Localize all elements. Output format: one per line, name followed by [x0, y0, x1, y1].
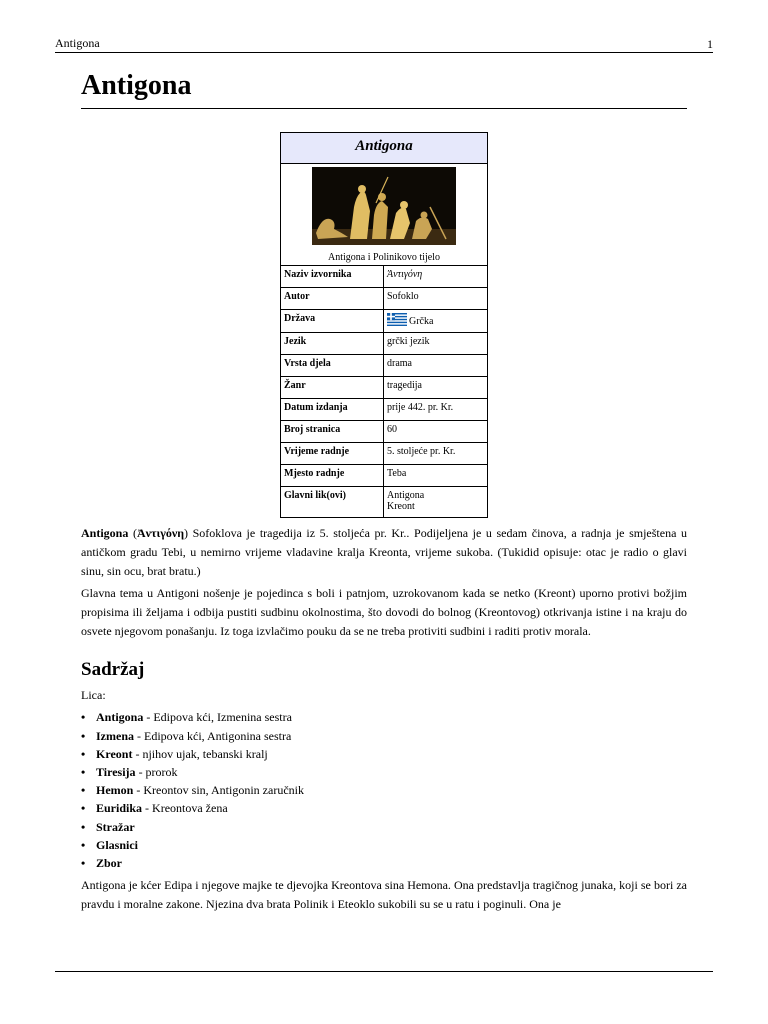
infobox-label: Vrsta djela: [281, 355, 384, 377]
infobox-row: [281, 377, 487, 399]
infobox-table: [281, 265, 487, 517]
intro-paren: (: [128, 526, 137, 540]
infobox-label: Država: [281, 310, 384, 333]
cast-desc: - njihov ujak, tebanski kralj: [132, 746, 268, 761]
cast-desc: - Kreontov sin, Antigonin zaručnik: [133, 783, 304, 798]
list-item: [81, 727, 687, 745]
infobox-value[interactable]: tragedija: [384, 377, 488, 399]
infobox-label: Autor: [281, 288, 384, 310]
cast-name: Zbor: [96, 856, 123, 870]
list-item: [81, 818, 687, 836]
infobox-image: [281, 164, 487, 250]
infobox-row: [281, 333, 487, 355]
running-title: Antigona: [55, 36, 100, 50]
infobox-value[interactable]: drama: [384, 355, 488, 377]
infobox-value: 5. stoljeće pr. Kr.: [384, 443, 488, 465]
cast-name: Kreont: [96, 746, 133, 761]
list-item: [81, 745, 687, 763]
cast-name: Hemon: [96, 783, 134, 798]
intro-text: ) Sofoklova je tragedija iz 5. stoljeća pr. Kr.. Podijeljena je u sedam činova, a radnja je smještena u antičkom gradu Tebi, u nemirno vrijeme vladavine kralja Kreonta, vrijeme sukoba. (Tukidid opisuje: otac je radio o glavi sinu, sin ocu, brat bratu.): [81, 526, 688, 578]
infobox-row: [281, 310, 487, 333]
list-item: [81, 708, 687, 726]
infobox-label: Datum izdanja: [281, 399, 384, 421]
infobox-value: [384, 266, 488, 288]
infobox-row: [281, 288, 487, 310]
country-value: Grčka: [409, 316, 434, 327]
infobox-label: Broj stranica: [281, 421, 384, 443]
infobox-label: Naziv izvornika: [281, 266, 384, 288]
infobox-row: [281, 465, 487, 487]
cast-name: Euridika: [96, 801, 143, 816]
infobox-value: prije 442. pr. Kr.: [384, 399, 488, 421]
antigona-painting-image: [312, 167, 456, 245]
article-body: [81, 524, 687, 914]
list-item: [81, 799, 687, 817]
cast-desc: - prorok: [135, 764, 178, 779]
closing-paragraph: Antigona je kćer Edipa i njegove majke te djevojka Kreontova sina Hemona. Ona predstavlja tragičnog junaka, koji se bori za pravdu i moralne zakone. Njezina dva brata Polinik i Eteoklo sukobili su se u ratu i poginuli. Ona je: [81, 878, 687, 911]
infobox-label: Glavni lik(ovi): [281, 487, 384, 518]
infobox: [280, 132, 488, 518]
infobox-label: Jezik: [281, 333, 384, 355]
cast-desc: - Edipova kći, Antigonina sestra: [134, 728, 292, 743]
infobox-row: [281, 355, 487, 377]
infobox-value[interactable]: Teba: [384, 465, 488, 487]
infobox-value[interactable]: Sofoklo: [384, 288, 488, 310]
article-title: Antigona: [81, 70, 687, 109]
list-item: [81, 836, 687, 854]
page-header: [55, 36, 713, 53]
infobox-label: Žanr: [281, 377, 384, 399]
original-title-value: Ἀντιγόνη: [387, 269, 423, 280]
infobox-value: [384, 487, 488, 518]
infobox-row: [281, 399, 487, 421]
cast-name: Izmena: [96, 728, 134, 743]
infobox-row: [281, 266, 487, 288]
infobox-value[interactable]: grčki jezik: [384, 333, 488, 355]
infobox-value[interactable]: [384, 310, 488, 333]
infobox-label: Vrijeme radnje: [281, 443, 384, 465]
cast-desc: - Edipova kći, Izmenina sestra: [143, 710, 292, 725]
infobox-row: [281, 421, 487, 443]
theme-paragraph: Glavna tema u Antigoni nošenje je pojedinca s boli i patnjom, uzrokovanom kada se netko (Kreont) uporno protivi božjim propisima ili željama i odbija pustiti sudbinu okolnostima, što dovodi do bolnog (Kreontovog) otkrivanja istine i na kraju do osvete njegovom ponašanju. Iz toga izvlačimo pouku da se ne treba protiviti sudbini i raditi protiv morala.: [81, 586, 687, 638]
infobox-title: Antigona: [281, 133, 487, 164]
infobox-row: [281, 443, 487, 465]
footer-divider: [55, 971, 713, 972]
main-character-2[interactable]: Kreont: [387, 501, 415, 512]
cast-name: Tiresija: [96, 764, 136, 779]
list-item: [81, 781, 687, 799]
list-item: [81, 763, 687, 781]
cast-list: [81, 708, 687, 872]
infobox-row: [281, 487, 487, 518]
main-character-1[interactable]: Antigona: [387, 490, 425, 501]
page-number: 1: [707, 37, 713, 51]
cast-name: Antigona: [96, 710, 144, 725]
infobox-label: Mjesto radnje: [281, 465, 384, 487]
intro-paragraph: [81, 524, 687, 580]
cast-desc: - Kreontova žena: [142, 801, 228, 816]
infobox-value: 60: [384, 421, 488, 443]
cast-name: Glasnici: [96, 837, 139, 852]
list-item: [81, 854, 687, 872]
greece-flag-icon: [387, 313, 407, 326]
intro-bold-title: Antigona: [81, 526, 129, 540]
cast-label: Lica:: [81, 687, 106, 702]
intro-greek-title: Ἀντιγόνη: [136, 526, 185, 540]
infobox-image-caption: Antigona i Polinikovo tijelo: [328, 252, 440, 263]
cast-name: Stražar: [96, 819, 135, 834]
section-heading: Sadržaj: [81, 658, 145, 680]
